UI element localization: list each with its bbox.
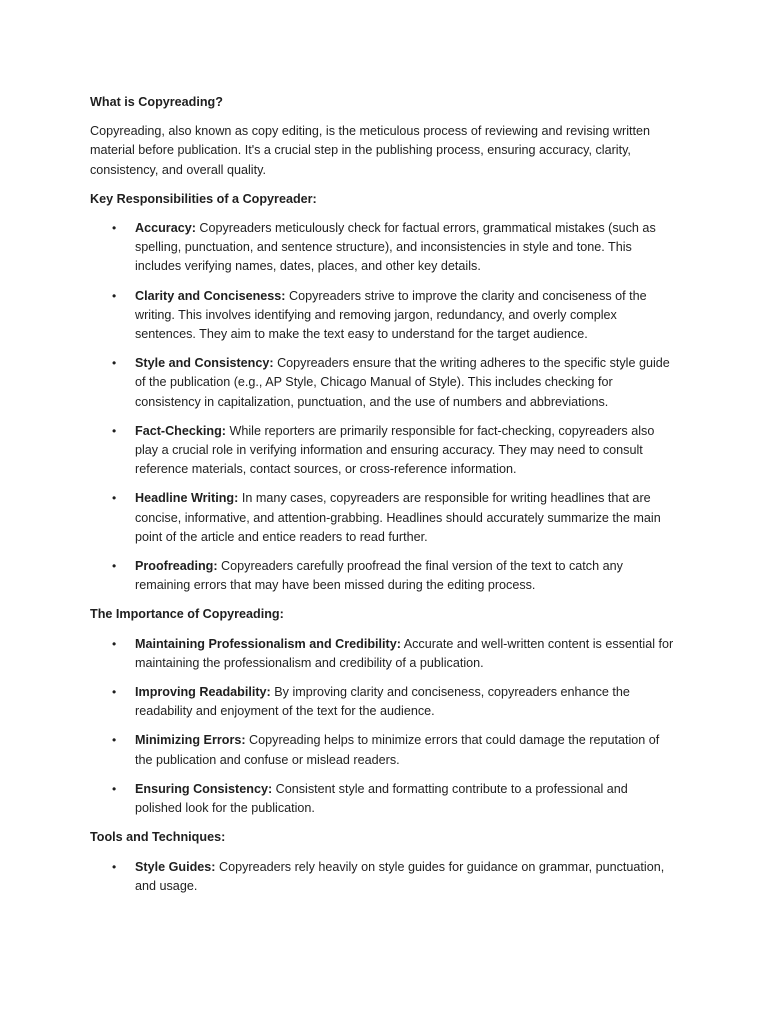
list-item-term: Minimizing Errors:: [135, 733, 246, 748]
list-item-term: Proofreading:: [135, 559, 218, 574]
list-item: [90, 422, 678, 480]
bullet-icon: •: [112, 685, 117, 700]
bullet-icon: •: [112, 288, 117, 303]
list-item: [90, 219, 678, 277]
list-item-term: Improving Readability:: [135, 685, 271, 700]
list-item: [90, 287, 678, 345]
list-item-text: While reporters are primarily responsible for fact-checking, copyreaders also play a crucial role in verifying information and ensuring accuracy. They may need to consult reference materials, contact sources, or cross-reference information.: [135, 423, 655, 477]
list-item-term: Clarity and Conciseness:: [135, 288, 286, 303]
list-item-term: Ensuring Consistency:: [135, 781, 273, 796]
bullet-icon: •: [112, 356, 117, 371]
list-item-text: Copyreaders carefully proofread the final version of the text to catch any remaining errors that may have been missed during the editing process.: [135, 559, 623, 593]
bullet-icon: •: [112, 781, 117, 796]
list-item: [90, 354, 678, 412]
list-item-term: Headline Writing:: [135, 491, 239, 506]
list-item-text: Copyreading helps to minimize errors that could damage the reputation of the publication and confuse or mislead readers.: [135, 733, 660, 767]
bullet-icon: •: [112, 636, 117, 651]
bullet-icon: •: [112, 859, 117, 874]
section-heading-responsibilities: Key Responsibilities of a Copyreader:: [90, 191, 317, 206]
bullet-icon: •: [112, 423, 117, 438]
list-item-term: Maintaining Professionalism and Credibility:: [135, 636, 401, 651]
list-item: [90, 858, 678, 896]
bullet-icon: •: [112, 559, 117, 574]
list-item-term: Style and Consistency:: [135, 356, 274, 371]
list-item-term: Fact-Checking:: [135, 423, 226, 438]
list-item-text: Copyreaders ensure that the writing adheres to the specific style guide of the publication (e.g., AP Style, Chicago Manual of Style). This includes checking for consistency in capitalization, punctuation, and the use of numbers and abbreviations.: [135, 356, 670, 409]
bullet-icon: •: [112, 221, 117, 236]
list-item-term: Accuracy:: [135, 221, 196, 236]
section-heading-importance: The Importance of Copyreading:: [90, 607, 284, 622]
section-heading-tools: Tools and Techniques:: [90, 830, 226, 845]
list-item: [90, 557, 678, 595]
list-item: [90, 731, 678, 769]
list-item: [90, 635, 678, 673]
bullet-icon: •: [112, 491, 117, 506]
importance-list: [90, 635, 678, 819]
list-item-term: Style Guides:: [135, 859, 216, 874]
list-item-text: By improving clarity and conciseness, copyreaders enhance the readability and enjoyment of the text for the audience.: [135, 685, 630, 719]
list-item: [90, 780, 678, 818]
list-item-text: In many cases, copyreaders are responsible for writing headlines that are concise, informative, and attention-grabbing. Headlines should accurately summarize the main point of the article and entice readers to read further.: [135, 491, 661, 544]
tools-list: [90, 858, 678, 896]
intro-paragraph: Copyreading, also known as copy editing, is the meticulous process of reviewing and revising written material before publication. It's a crucial step in the publishing process, ensuring accuracy, clarity, consistency, and overall quality.: [90, 124, 651, 177]
list-item: [90, 683, 678, 721]
document-body: [90, 93, 678, 896]
document-title: What is Copyreading?: [90, 95, 223, 109]
bullet-icon: •: [112, 733, 117, 748]
list-item-text: Consistent style and formatting contribute to a professional and polished look for the publication.: [135, 781, 628, 816]
responsibilities-list: [90, 219, 678, 595]
list-item-text: Accurate and well-written content is essential for maintaining the professionalism and credibility of a publication.: [135, 636, 674, 670]
list-item-text: Copyreaders rely heavily on style guides for guidance on grammar, punctuation, and usage.: [135, 859, 665, 893]
list-item: [90, 489, 678, 547]
list-item-text: Copyreaders meticulously check for factual errors, grammatical mistakes (such as spelling, punctuation, and sentence structure), and inconsistencies in style and tone. This includes verifying names, dates, places, and other key details.: [135, 221, 656, 274]
list-item-text: Copyreaders strive to improve the clarity and conciseness of the writing. This involves identifying and removing jargon, redundancy, and overly complex sentences. They aim to make the text easy to understand for the target audience.: [135, 288, 647, 342]
